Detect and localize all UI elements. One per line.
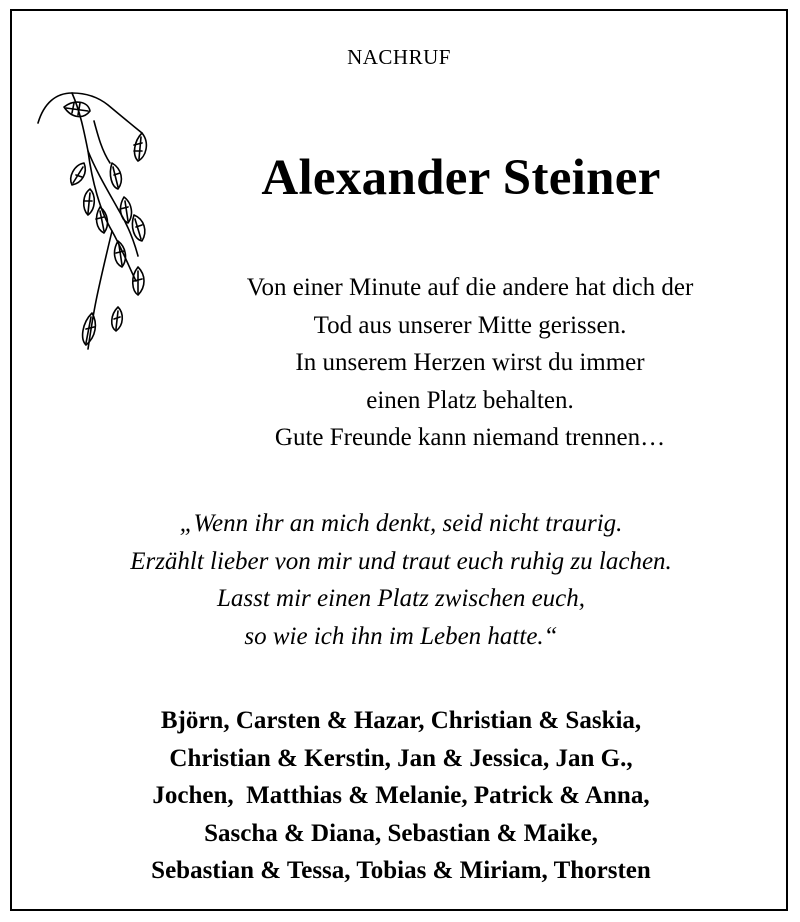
quote-block bbox=[12, 505, 790, 655]
quote-line: Erzählt lieber von mir und traut euch ruhig zu lachen. bbox=[130, 547, 672, 575]
verse-line: einen Platz behalten. bbox=[366, 386, 574, 414]
verse-line: Gute Freunde kann niemand trennen… bbox=[274, 424, 666, 451]
notice-label: NACHRUF bbox=[347, 45, 451, 69]
quote-line: „Wenn ihr an mich denkt, seid nicht traurig. bbox=[179, 510, 623, 537]
quote-line: Lasst mir einen Platz zwischen euch, bbox=[216, 585, 586, 612]
birch-branch-icon bbox=[34, 81, 174, 371]
obituary-frame bbox=[10, 9, 788, 911]
mourners-block bbox=[12, 702, 790, 890]
mourner-line: Christian & Kerstin, Jan & Jessica, Jan G., bbox=[169, 744, 633, 772]
verse-line: In unserem Herzen wirst du immer bbox=[295, 349, 645, 376]
verse-block bbox=[162, 269, 778, 457]
deceased-name: Alexander Steiner bbox=[261, 150, 661, 206]
mourner-line: Sebastian & Tessa, Tobias & Miriam, Thorsten bbox=[151, 857, 651, 884]
mourner-line: Jochen, Matthias & Melanie, Patrick & Anna, bbox=[152, 782, 650, 809]
mourner-line: Sascha & Diana, Sebastian & Maike, bbox=[204, 819, 598, 847]
verse-line: Tod aus unserer Mitte gerissen. bbox=[313, 311, 627, 339]
quote-line: so wie ich ihn im Leben hatte.“ bbox=[244, 622, 558, 650]
verse-line: Von einer Minute auf die andere hat dich der bbox=[246, 274, 694, 301]
mourner-line: Björn, Carsten & Hazar, Christian & Saskia, bbox=[160, 707, 642, 734]
